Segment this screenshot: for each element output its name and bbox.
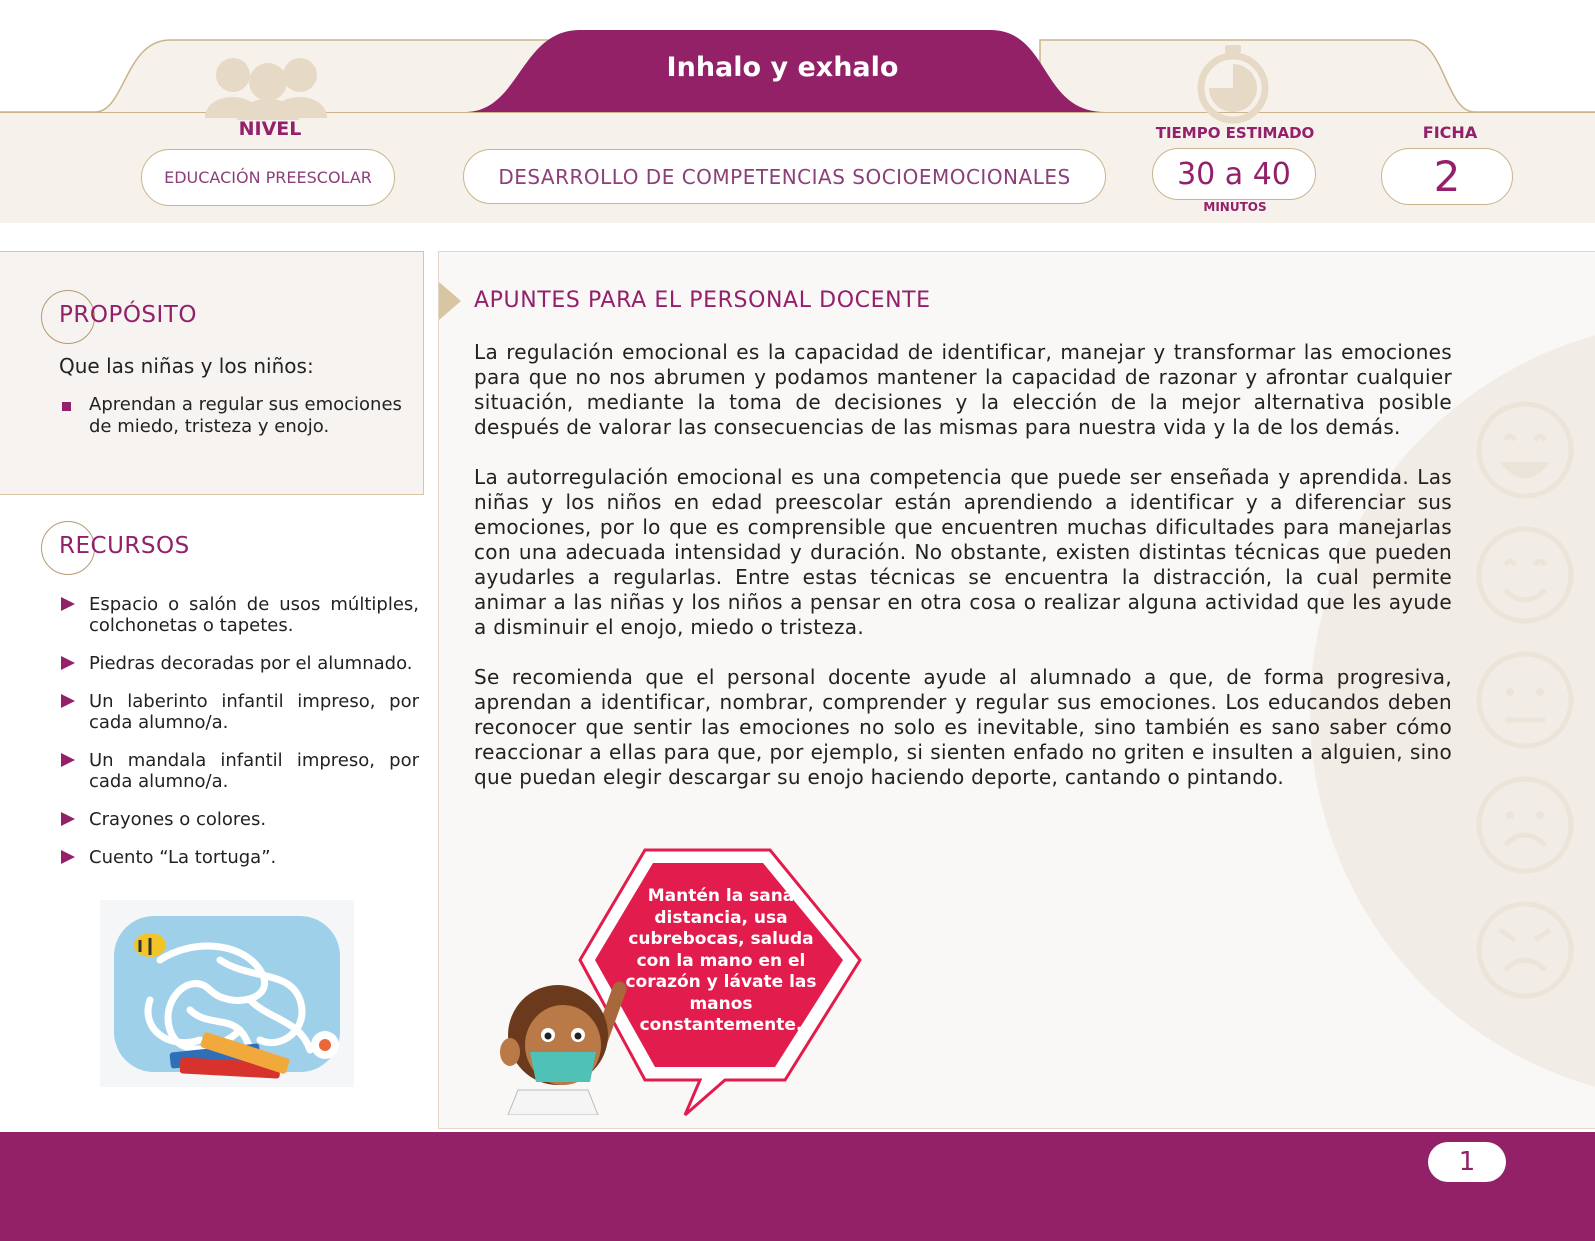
proposito-title: PROPÓSITO xyxy=(59,302,197,328)
list-item: Cuento “La tortuga”. xyxy=(59,847,419,868)
nivel-value: EDUCACIÓN PREESCOLAR xyxy=(141,149,395,206)
paragraph-2: La autorregulación emocional es una competencia que puede ser enseñada y aprendida. Las niñas y los niños en edad preescolar están aprendiendo a identificar y a diferenciar sus emociones, por lo que es comprensible que encuentren muchas dificultades para manejarlas con una adecuada intensidad y duración. No obstante, existen distintas técnicas que pueden ayudarles a regularlas. Entre estas técnicas se encuentra la distracción, la cual permite animar a las niñas y los niños a pensar en otra cosa o realizar alguna actividad que les ayude a disminuir el enojo, miedo o tristeza. xyxy=(474,465,1452,639)
paragraph-3: Se recomienda que el personal docente ayude al alumnado a que, de forma progresiva, aprendan a identificar, nombrar, comprender y regular sus emociones. Los educandos deben reconocer que sentir las emociones no solo es inevitable, sino también es sano saber cómo reaccionar a ellas para que, por ejemplo, si sienten enfado no griten e insulten a alguien, sino que puedan elegir descargar su enojo haciendo deporte, cantando o pintando. xyxy=(474,665,1452,789)
activity-title: Inhalo y exhalo xyxy=(666,52,899,83)
ficha-value: 2 xyxy=(1381,148,1513,205)
nivel-label: NIVEL xyxy=(238,118,302,140)
apuntes-marker xyxy=(439,282,461,320)
footer-band xyxy=(0,1132,1595,1241)
bullet-triangle-icon xyxy=(61,597,75,611)
bullet-triangle-icon xyxy=(61,694,75,708)
bullet-triangle-icon xyxy=(61,850,75,864)
boy-illustration xyxy=(488,960,633,1115)
area-value: DESARROLLO DE COMPETENCIAS SOCIOEMOCIONALES xyxy=(463,149,1106,204)
bullet-triangle-icon xyxy=(61,812,75,826)
list-item: Un laberinto infantil impreso, por cada alumno/a. xyxy=(59,691,419,733)
emotion-faces xyxy=(1470,400,1580,1010)
maze-illustration xyxy=(100,900,354,1087)
recursos-title: RECURSOS xyxy=(59,533,190,559)
list-item: Un mandala infantil impreso, por cada alumno/a. xyxy=(59,750,419,792)
apuntes-title: APUNTES PARA EL PERSONAL DOCENTE xyxy=(474,288,931,313)
page-number: 1 xyxy=(1428,1142,1506,1182)
bubble-text: Mantén la sana distancia, usa cubrebocas, saluda con la mano en el corazón y lávate las manos constantemente. xyxy=(625,886,817,1035)
proposito-lead: Que las niñas y los niños: xyxy=(59,354,314,378)
paragraph-1: La regulación emocional es la capacidad de identificar, manejar y transformar las emociones para que no nos abrumen y podamos mantener la capacidad de razonar y afrontar cualquier situación, mediante la toma de decisiones y la elección de la mejor alternativa posible después de valorar las consecuencias de las mismas para nuestra vida y la de los demás. xyxy=(474,340,1452,439)
ficha-label: FICHA xyxy=(1422,123,1478,142)
bullet-triangle-icon xyxy=(61,753,75,767)
minutos-label: MINUTOS xyxy=(1203,200,1267,214)
tiempo-value: 30 a 40 xyxy=(1152,148,1316,200)
list-item: Espacio o salón de usos múltiples, colchonetas o tapetes. xyxy=(59,594,419,636)
list-item: Crayones o colores. xyxy=(59,809,419,830)
recursos-list xyxy=(59,594,419,885)
tiempo-label: TIEMPO ESTIMADO xyxy=(1155,124,1315,142)
bullet-triangle-icon xyxy=(61,656,75,670)
proposito-item: Aprendan a regular sus emociones de miedo, tristeza y enojo. xyxy=(89,394,402,437)
bullet-square xyxy=(62,402,71,411)
list-item: Piedras decoradas por el alumnado. xyxy=(59,653,419,674)
